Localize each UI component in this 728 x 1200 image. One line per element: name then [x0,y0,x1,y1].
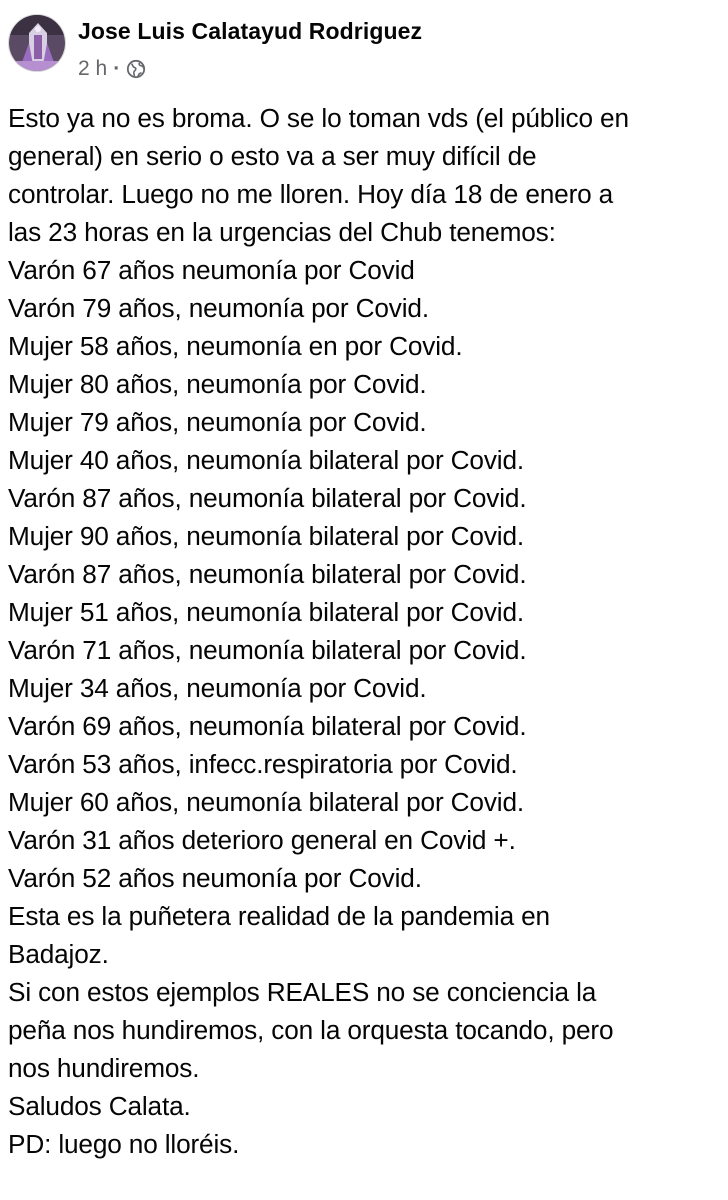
post-text-line: Saludos Calata. [8,1091,191,1121]
post-text-line: Si con estos ejemplos REALES no se conciencia la [8,977,597,1007]
post-meta [78,54,146,84]
profile-photo-icon [9,15,66,72]
post-text-line: Varón 31 años deterioro general en Covid +. [8,825,516,855]
post-timestamp[interactable]: 2 h [78,57,108,80]
author-avatar[interactable] [8,14,66,72]
meta-separator: · [113,57,121,80]
post-text-line: Varón 53 años, infecc.respiratoria por Covid. [8,749,518,779]
post-text-line: Esta es la puñetera realidad de la pandemia en [8,901,550,931]
post-text-line: Mujer 58 años, neumonía en por Covid. [8,331,463,361]
post-text [8,99,724,1163]
post-text-line: Mujer 79 años, neumonía por Covid. [8,407,427,437]
post-text-line: Mujer 80 años, neumonía por Covid. [8,369,427,399]
post-text-line: PD: luego no lloréis. [8,1129,240,1159]
post-text-line: las 23 horas en la urgencias del Chub tenemos: [8,217,556,247]
post-text-line: Mujer 51 años, neumonía bilateral por Covid. [8,597,524,627]
post-text-line: Esto ya no es broma. O se lo toman vds (el público en [8,103,629,133]
post-text-line: peña nos hundiremos, con la orquesta tocando, pero [8,1015,614,1045]
post-text-line: Varón 67 años neumonía por Covid [8,255,415,285]
post-text-line: Badajoz. [8,939,109,969]
globe-icon[interactable] [126,59,146,79]
post-text-line: Varón 69 años, neumonía bilateral por Covid. [8,711,527,741]
post-text-line: Mujer 34 años, neumonía por Covid. [8,673,427,703]
post-text-line: Varón 87 años, neumonía bilateral por Covid. [8,559,527,589]
post-text-line: controlar. Luego no me lloren. Hoy día 18 de enero a [8,179,614,209]
post-text-line: Varón 52 años neumonía por Covid. [8,863,422,893]
post-text-line: Varón 79 años, neumonía por Covid. [8,293,429,323]
post-text-line: Varón 71 años, neumonía bilateral por Covid. [8,635,527,665]
author-name[interactable]: Jose Luis Calatayud Rodriguez [78,18,423,44]
post-text-line: nos hundiremos. [8,1053,200,1083]
post-text-line: general) en serio o esto va a ser muy difícil de [8,141,537,171]
post-text-line: Mujer 60 años, neumonía bilateral por Covid. [8,787,524,817]
post-header [8,14,720,84]
post-text-line: Mujer 40 años, neumonía bilateral por Covid. [8,445,524,475]
post-text-line: Mujer 90 años, neumonía bilateral por Covid. [8,521,524,551]
post-text-line: Varón 87 años, neumonía bilateral por Covid. [8,483,527,513]
